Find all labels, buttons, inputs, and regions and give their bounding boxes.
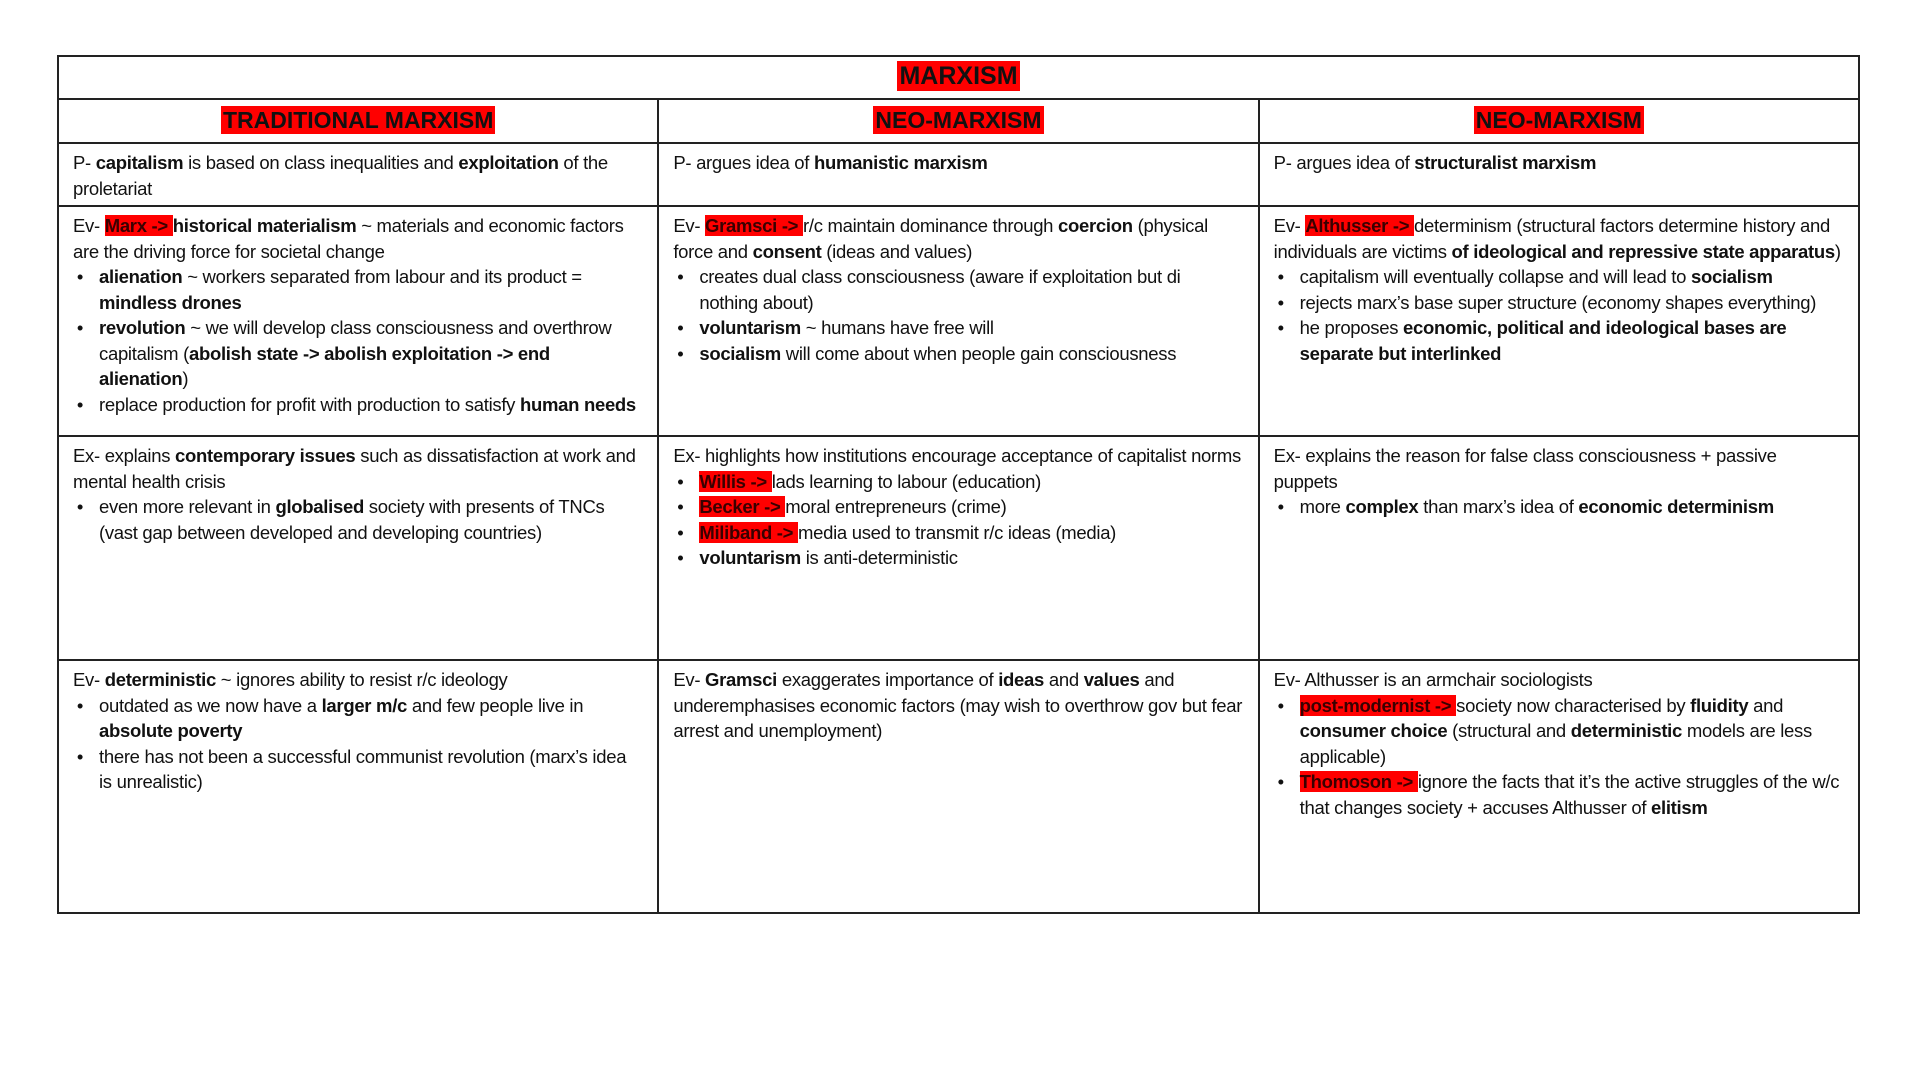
bullet-list	[73, 264, 643, 417]
cell-paragraph	[73, 443, 643, 494]
text-segment: ~ ignores ability to resist r/c ideology	[215, 669, 508, 690]
text-segment: he proposes	[1299, 317, 1404, 338]
bold-term: fluidity	[1690, 694, 1749, 716]
table-title: MARXISM	[899, 62, 1018, 91]
highlighted-reference: Willis ->	[699, 470, 772, 492]
text-segment: Ex- explains the reason for false class consciousness + passive puppets	[1273, 445, 1777, 492]
text-segment: ~ humans have free will	[800, 317, 994, 338]
bold-term: structuralist marxism	[1414, 152, 1597, 173]
bold-term: ideas	[998, 669, 1045, 690]
text-segment: of the proletariat	[73, 152, 608, 199]
row-point	[58, 143, 1859, 206]
table-cell	[58, 660, 658, 913]
bullet-item	[1300, 290, 1844, 316]
bullet-list	[73, 693, 643, 795]
bold-term: deterministic	[1570, 720, 1683, 741]
bullet-item	[1300, 693, 1844, 770]
text-segment: models are less applicable)	[1299, 720, 1812, 767]
bullet-item	[699, 264, 1243, 315]
text-segment: even more relevant in	[99, 496, 276, 517]
bold-term: economic determinism	[1578, 496, 1774, 517]
bold-term: socialism	[699, 342, 781, 364]
text-segment: capitalism will eventually collapse and will lead to	[1299, 266, 1691, 287]
cell-paragraph	[673, 443, 1243, 469]
text-segment: society with presents of TNCs (vast gap between developed and developing countries)	[99, 496, 605, 543]
column-header-traditional	[58, 99, 658, 143]
highlighted-reference: Thomoson ->	[1299, 771, 1418, 792]
text-segment: rejects marx’s base super structure (economy shapes everything)	[1299, 291, 1817, 313]
text-segment: replace production for profit with production to satisfy	[99, 393, 520, 415]
bold-term: socialism	[1690, 266, 1773, 287]
table-cell	[658, 143, 1258, 206]
table-cell	[1259, 436, 1859, 660]
text-segment: (structural and	[1447, 720, 1571, 741]
table-cell	[58, 143, 658, 206]
text-segment: media used to transmit r/c ideas (media)	[798, 521, 1117, 543]
bold-term: larger m/c	[321, 694, 408, 716]
text-segment: ignore the facts that it’s the active struggles of the w/c that changes society + accuses Althusser of	[1299, 771, 1840, 818]
bold-term: contemporary issues	[175, 445, 356, 466]
row-evidence	[58, 206, 1859, 436]
cell-paragraph	[1274, 213, 1844, 264]
text-segment: r/c maintain dominance through	[803, 215, 1059, 236]
text-segment: such as dissatisfaction at work and mental health crisis	[73, 445, 636, 492]
text-segment: moral entrepreneurs (crime)	[785, 496, 1007, 517]
marxism-table	[57, 55, 1860, 914]
bullet-item	[1300, 315, 1844, 366]
highlighted-reference: post-modernist ->	[1299, 694, 1457, 716]
bold-term: consent	[752, 240, 822, 262]
cell-paragraph	[73, 213, 643, 264]
bullet-list	[673, 264, 1243, 366]
text-segment: )	[182, 368, 189, 389]
text-segment: and	[1044, 669, 1084, 690]
cell-paragraph	[1274, 443, 1844, 494]
table-cell	[658, 206, 1258, 436]
highlighted-reference: Marx ->	[104, 215, 173, 236]
text-segment: will come about when people gain consciousness	[780, 342, 1177, 364]
bullet-item	[99, 315, 643, 392]
bold-term: abolish state -> abolish exploitation -> end alienation	[99, 342, 550, 389]
table-cell	[58, 206, 658, 436]
cell-paragraph	[1274, 150, 1844, 176]
table-cell	[658, 660, 1258, 913]
column-header-neo-humanistic	[658, 99, 1258, 143]
bold-term: voluntarism	[699, 547, 801, 568]
cell-paragraph	[673, 150, 1243, 176]
bullet-item	[99, 693, 643, 744]
title-cell	[58, 56, 1859, 99]
table-cell	[658, 436, 1258, 660]
bold-term: values	[1083, 669, 1140, 690]
bullet-item	[699, 469, 1243, 495]
text-segment: determinism (structural factors determine history and individuals are victims	[1273, 215, 1830, 262]
text-segment: outdated as we now have a	[99, 694, 322, 716]
bullet-item	[699, 520, 1243, 546]
bold-term: Gramsci	[705, 669, 777, 690]
text-segment: Ev-	[73, 669, 105, 690]
bullet-item	[1300, 494, 1844, 520]
bullet-list	[1274, 264, 1844, 366]
highlighted-reference: Althusser ->	[1305, 215, 1415, 236]
bold-term: historical materialism	[172, 215, 357, 236]
bold-term: deterministic	[104, 669, 216, 690]
bold-term: absolute poverty	[99, 720, 243, 741]
bold-term: of ideological and repressive state apparatus	[1451, 240, 1835, 262]
text-segment: Ev-	[73, 215, 105, 236]
text-segment: Ex- explains	[73, 445, 176, 466]
bullet-item	[99, 264, 643, 315]
text-segment: Ev-	[673, 215, 706, 236]
text-segment: is based on class inequalities and	[183, 152, 459, 173]
bullet-list	[1274, 693, 1844, 821]
text-segment: is anti-deterministic	[800, 547, 958, 568]
text-segment: and	[1748, 694, 1784, 716]
bold-term: alienation	[99, 266, 183, 287]
text-segment: there has not been a successful communist revolution (marx’s idea is unrealistic)	[99, 745, 627, 792]
bullet-item	[1300, 264, 1844, 290]
bold-term: elitism	[1651, 796, 1708, 818]
cell-paragraph	[673, 667, 1243, 744]
bold-term: revolution	[99, 317, 186, 338]
bold-term: economic, political and ideological bases are separate but interlinked	[1299, 317, 1787, 364]
text-segment: and few people live in	[407, 694, 584, 716]
bold-term: exploitation	[458, 152, 559, 173]
table-cell	[1259, 143, 1859, 206]
cell-paragraph	[73, 150, 643, 201]
bullet-item	[99, 494, 643, 545]
text-segment: (physical force and	[673, 215, 1208, 262]
text-segment: creates dual class consciousness (aware if exploitation but di nothing about)	[699, 266, 1181, 313]
text-segment: more	[1299, 496, 1346, 517]
bold-term: globalised	[275, 496, 364, 517]
bullet-list	[1274, 494, 1844, 520]
column-header-label: NEO-MARXISM	[875, 106, 1042, 133]
text-segment: lads learning to labour (education)	[771, 470, 1041, 492]
highlighted-reference: Gramsci ->	[705, 215, 804, 236]
column-header-label: NEO-MARXISM	[1475, 106, 1642, 133]
text-segment: P-	[73, 152, 96, 173]
bullet-item	[99, 744, 643, 795]
text-segment: ~ we will develop class consciousness and overthrow capitalism (	[99, 317, 612, 364]
text-segment: (ideas and values)	[821, 240, 973, 262]
cell-paragraph	[73, 667, 643, 693]
text-segment: Ev-	[1273, 215, 1306, 236]
text-segment: and underemphasises economic factors (may wish to overthrow gov but fear arrest and unemployment)	[673, 669, 1243, 741]
bold-term: humanistic marxism	[813, 152, 988, 173]
table-cell	[58, 436, 658, 660]
table-cell	[1259, 206, 1859, 436]
column-header-neo-structuralist	[1259, 99, 1859, 143]
bullet-item	[1300, 769, 1844, 820]
bullet-item	[699, 315, 1243, 341]
text-segment: Ev- Althusser is an armchair sociologists	[1273, 669, 1593, 690]
text-segment: P- argues idea of	[673, 152, 814, 173]
bullet-item	[99, 392, 643, 418]
bold-term: coercion	[1058, 215, 1133, 236]
row-explanation	[58, 436, 1859, 660]
text-segment: than marx’s idea of	[1418, 496, 1579, 517]
bold-term: complex	[1345, 496, 1419, 517]
bullet-list	[73, 494, 643, 545]
text-segment: )	[1834, 240, 1841, 262]
text-segment: society now characterised by	[1456, 694, 1691, 716]
text-segment: ~ workers separated from labour and its product =	[182, 266, 582, 287]
bullet-item	[699, 545, 1243, 571]
column-header-label: TRADITIONAL MARXISM	[222, 106, 494, 133]
highlighted-reference: Becker ->	[699, 496, 786, 517]
text-segment: Ex- highlights how institutions encourage acceptance of capitalist norms	[673, 445, 1241, 466]
bold-term: voluntarism	[699, 317, 801, 338]
table-cell	[1259, 660, 1859, 913]
bullet-item	[699, 494, 1243, 520]
row-evaluation	[58, 660, 1859, 913]
bold-term: human needs	[519, 393, 636, 415]
text-segment: P- argues idea of	[1273, 152, 1415, 173]
cell-paragraph	[1274, 667, 1844, 693]
cell-paragraph	[673, 213, 1243, 264]
text-segment: ~ materials and economic factors are the driving force for societal change	[73, 215, 624, 262]
text-segment: Ev-	[673, 669, 706, 690]
bold-term: consumer choice	[1299, 720, 1448, 741]
bold-term: capitalism	[95, 152, 184, 173]
highlighted-reference: Miliband ->	[699, 521, 798, 543]
bold-term: mindless drones	[99, 291, 242, 313]
text-segment: exaggerates importance of	[776, 669, 999, 690]
bullet-item	[699, 341, 1243, 367]
bullet-list	[673, 469, 1243, 571]
